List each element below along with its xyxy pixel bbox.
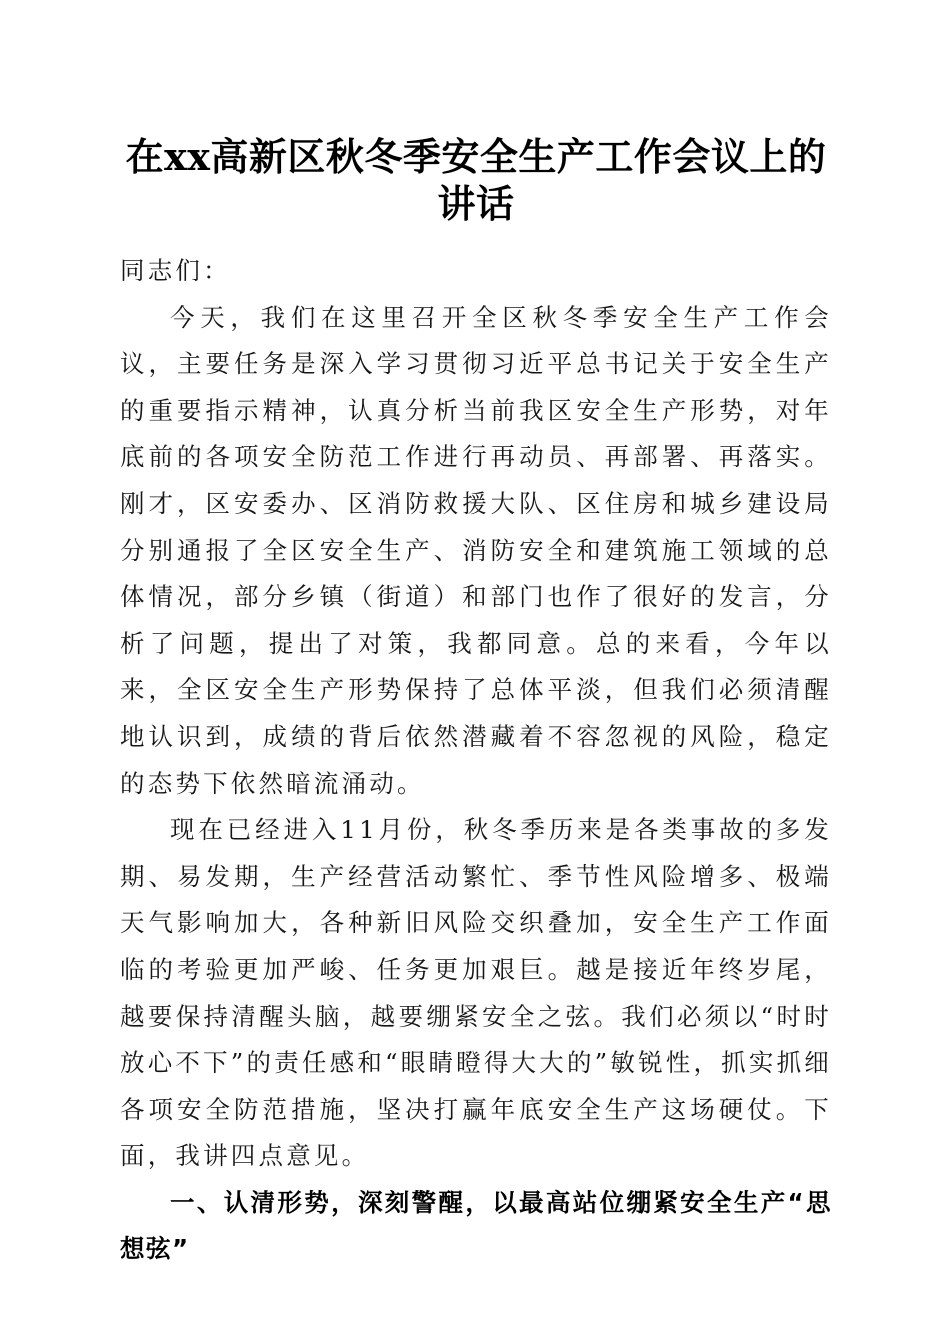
salutation: 同志们： — [120, 256, 231, 285]
paragraph-opening: 今天，我们在这里召开全区秋冬季安全生产工作会议，主要任务是深入学习贯彻习近平总书记关于安全生产的重要指示精神，认真分析当前我区安全生产形势，对年底前的各项安全防范工作进行再动员、再部署、再落实。刚才，区安委办、区消防救援大队、区住房和城乡建设局分别通报了全区安全生产、消防安全和建筑施工领域的总体情况，部分乡镇（街道）和部门也作了很好的发言，分析了问题，提出了对策，我都同意。总的来看，今年以来，全区安全生产形势保持了总体平淡，但我们必须清醒地认识到，成绩的背后依然潜藏着不容忽视的风险，稳定的态势下依然暗流涌动。 — [120, 302, 832, 798]
document-body — [120, 248, 832, 1273]
paragraph-situation: 现在已经进入11月份，秋冬季历来是各类事故的多发期、易发期，生产经营活动繁忙、季节性风险增多、极端天气影响加大，各种新旧风险交织叠加，安全生产工作面临的考验更加严峻、任务更加艰巨。越是接近年终岁尾，越要保持清醒头脑，越要绷紧安全之弦。我们必须以“时时放心不下”的责任感和“眼睛瞪得大大的”敏锐性，抓实抓细各项安全防范措施，坚决打赢年底安全生产这场硬仗。下面，我讲四点意见。 — [120, 815, 832, 1171]
document-title: 在xx高新区秋冬季安全生产工作会议上的讲话 — [125, 134, 827, 226]
section-heading: 一、认清形势，深刻警醒，以最高站位绷紧安全生产“思想弦” — [120, 1187, 832, 1264]
